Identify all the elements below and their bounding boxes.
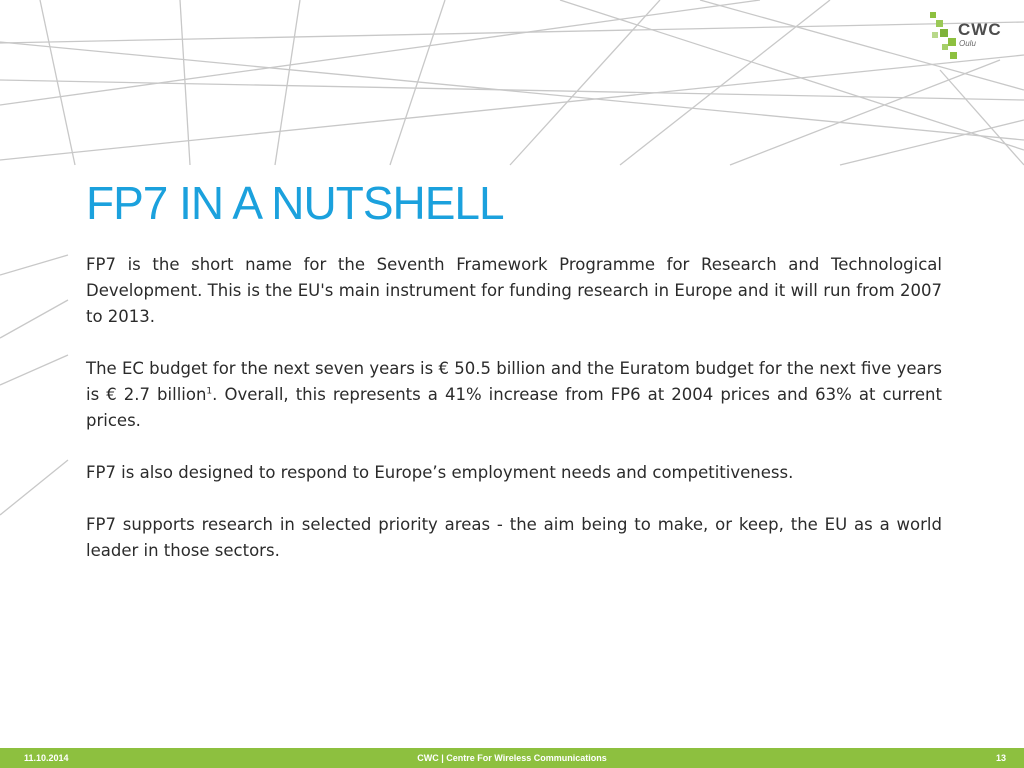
footer-page-number: 13 (995, 753, 1006, 763)
paragraph-3: FP7 is also designed to respond to Europe’s employment needs and competitiveness. (86, 463, 794, 482)
footer-date: 11.10.2014 (24, 753, 69, 763)
cwc-logo-squares-icon (928, 12, 958, 64)
paragraph-2b: Overall, this represents a 41% increase from FP6 at 2004 prices and 63% at current prices. (86, 385, 942, 430)
footer-bar (0, 748, 1024, 768)
logo-text: CWC (958, 20, 1002, 39)
footer-organization: CWC | Centre For Wireless Communications (417, 753, 607, 763)
slide-title: FP7 IN A NUTSHELL (86, 177, 504, 229)
paragraph-2a: The EC budget for the next seven years is € 50.5 billion and the Euratom budget for the next five years is € 2.7 billion (86, 359, 942, 404)
cwc-logo (928, 12, 1008, 64)
paragraph-1: FP7 is the short name for the Seventh Framework Programme for Research and Technological Development. This is the EU's main instrument for funding research in Europe and it will run from 2007 to 2013. (86, 255, 942, 326)
footnote-marker: 1 (206, 386, 213, 397)
paragraph-2: The EC budget for the next seven years is € 50.5 billion and the Euratom budget for the next five years is € 2.7 billion$^1$. Overall, this represents a 41% increase from FP6 at 2004 prices and 63% at current prices. (86, 359, 942, 430)
paragraph-4: FP7 supports research in selected priority areas - the aim being to make, or keep, the EU as a world leader in those sectors. (86, 515, 942, 560)
slide-body (86, 252, 942, 590)
logo-subtext: Oulu (959, 39, 976, 48)
